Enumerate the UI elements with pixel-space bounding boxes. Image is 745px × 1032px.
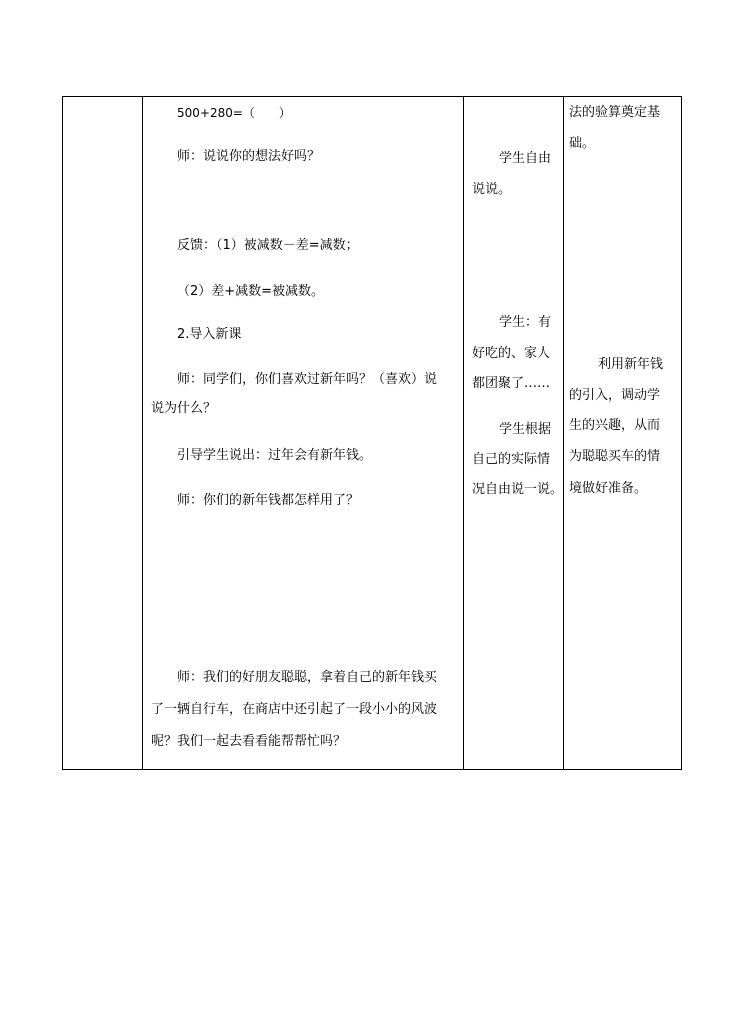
student-response-1a: 学生自由 <box>499 151 552 166</box>
equation-line: 500+280=（ ） <box>177 106 291 120</box>
story-line-a: 师：我们的好朋友聪聪，拿着自己的新年钱买 <box>177 670 438 685</box>
student-response-2a: 学生：有 <box>499 315 552 330</box>
story-line-c: 呢？我们一起去看看能帮帮忙吗？ <box>151 734 347 749</box>
student-response-1b: 说说。 <box>472 182 512 197</box>
feedback-line-2: （2）差+减数=被减数。 <box>177 284 325 299</box>
column-divider-1 <box>142 97 143 769</box>
story-line-b: 了一辆自行车，在商店中还引起了一段小小的风波 <box>151 702 438 717</box>
intent-1b: 础。 <box>569 136 596 151</box>
student-response-2b: 好吃的、家人 <box>472 346 551 361</box>
feedback-line-1: 反馈：（1）被减数－差=减数； <box>177 238 359 253</box>
section-heading: 2.导入新课 <box>177 327 242 342</box>
column-divider-2 <box>463 97 464 769</box>
student-response-3c: 况自由说一说。 <box>472 482 564 497</box>
question-line-1a: 师：同学们，你们喜欢过新年吗？（喜欢）说 <box>177 372 438 387</box>
intent-1a: 法的验算奠定基 <box>569 105 661 120</box>
intent-2c: 生的兴趣，从而 <box>569 418 661 433</box>
intent-2a: 利用新年钱 <box>598 357 664 372</box>
question-line-2: 师：你们的新年钱都怎样用了？ <box>177 493 360 508</box>
intent-2d: 为聪聪买车的情 <box>569 449 661 464</box>
column-divider-3 <box>563 97 564 769</box>
student-response-3b: 自己的实际情 <box>472 452 551 467</box>
ask-idea-line: 师：说说你的想法好吗？ <box>177 149 321 164</box>
student-response-3a: 学生根据 <box>499 422 552 437</box>
question-line-1b: 说为什么？ <box>151 401 217 416</box>
intent-2e: 境做好准备。 <box>569 481 648 496</box>
intent-2b: 的引入，调动学 <box>569 388 661 403</box>
guide-line: 引导学生说出：过年会有新年钱。 <box>177 448 373 463</box>
student-response-2c: 都团聚了…… <box>472 376 551 391</box>
